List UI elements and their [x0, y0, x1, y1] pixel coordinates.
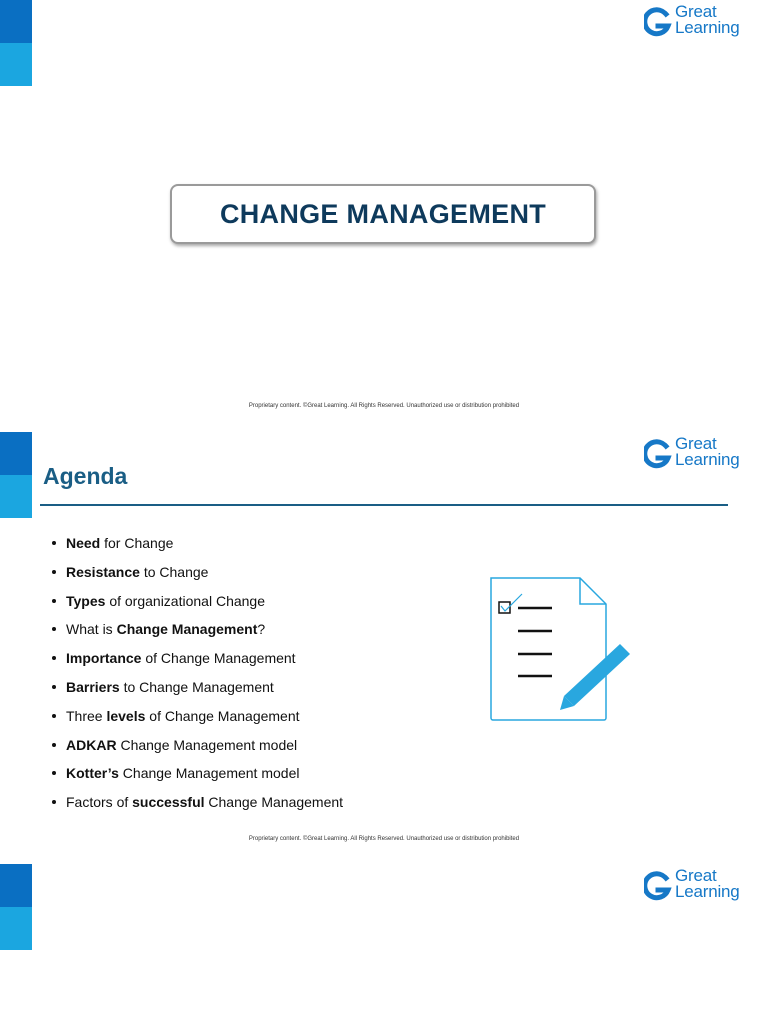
logo-text-line2: Learning — [675, 18, 740, 37]
agenda-list — [50, 531, 343, 819]
g-logo-icon — [644, 7, 672, 39]
agenda-item: Resistance to Change — [50, 560, 343, 589]
great-learning-logo — [644, 868, 754, 908]
corner-accent-light — [0, 43, 32, 86]
great-learning-logo — [644, 436, 754, 476]
g-logo-icon — [644, 871, 672, 903]
logo-text-line2: Learning — [675, 450, 740, 469]
agenda-item: Factors of successful Change Management — [50, 790, 343, 819]
logo-text-line1: Great — [675, 434, 717, 453]
footer-text: Proprietary content. ©Great Learning. All Rights Reserved. Unauthorized use or distribution prohibited — [248, 836, 520, 842]
great-learning-logo — [644, 4, 754, 44]
slide-next — [0, 864, 768, 1024]
corner-accent-dark — [0, 864, 32, 907]
agenda-item: Barriers to Change Management — [50, 675, 343, 704]
checklist-with-pencil-icon — [488, 576, 638, 726]
agenda-item: ADKAR Change Management model — [50, 733, 343, 762]
agenda-item: Kotter’s Change Management model — [50, 761, 343, 790]
slide-agenda — [0, 432, 768, 864]
slide-title-text: CHANGE MANAGEMENT — [219, 198, 547, 229]
title-box — [170, 184, 596, 244]
title-divider — [40, 504, 728, 506]
slide-title — [0, 0, 768, 432]
corner-accent-dark — [0, 0, 32, 43]
agenda-item: Three levels of Change Management — [50, 704, 343, 733]
agenda-item: Need for Change — [50, 531, 343, 560]
corner-accent-light — [0, 907, 32, 950]
corner-accent-light — [0, 475, 32, 518]
corner-accent-dark — [0, 432, 32, 475]
logo-text-line1: Great — [675, 2, 717, 21]
agenda-title: Agenda — [43, 463, 128, 489]
agenda-item: What is Change Management? — [50, 617, 343, 646]
g-logo-icon — [644, 439, 672, 471]
agenda-item: Importance of Change Management — [50, 646, 343, 675]
logo-text-line2: Learning — [675, 882, 740, 901]
agenda-item: Types of organizational Change — [50, 589, 343, 618]
logo-text-line1: Great — [675, 866, 717, 885]
footer-text: Proprietary content. ©Great Learning. All Rights Reserved. Unauthorized use or distribution prohibited — [248, 403, 520, 409]
